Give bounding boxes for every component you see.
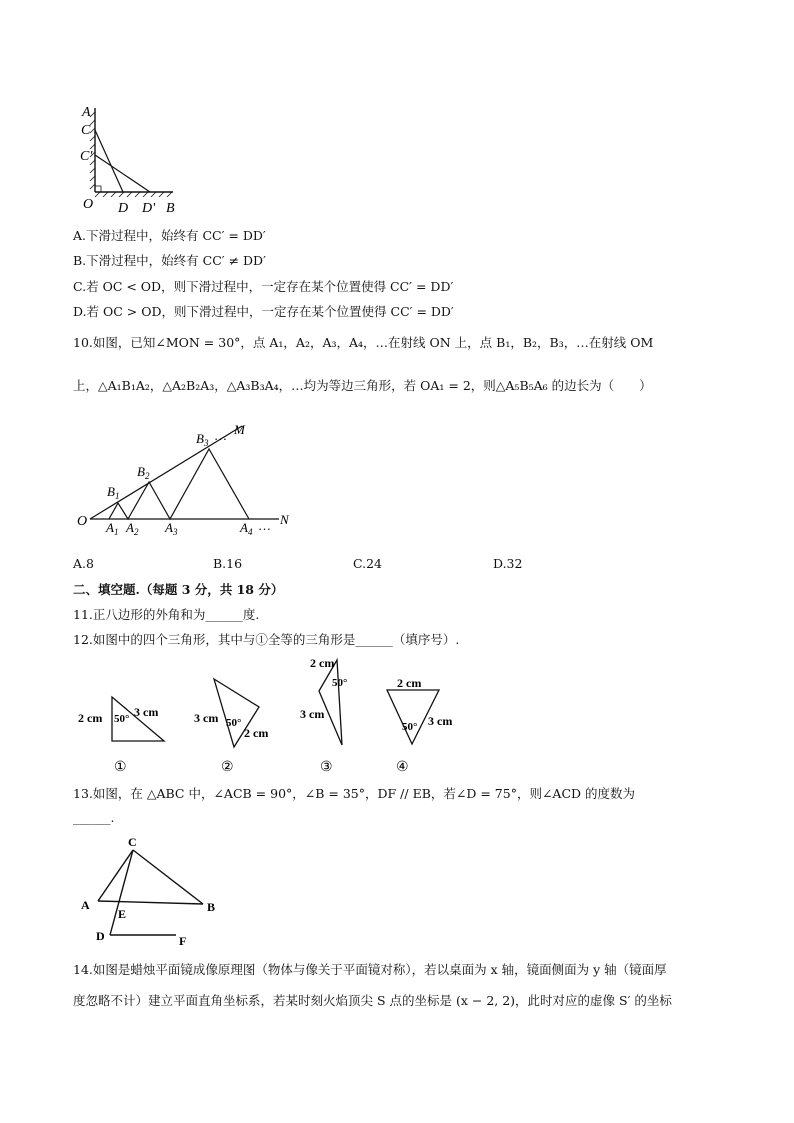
q10-text-line1: 10.如图，已知∠MON = 30°，点 A₁，A₂，A₃，A₄，…在射线 ON 上，点 B₁，B₂，B₃，…在射线 OM bbox=[73, 335, 654, 350]
fig13-label-D: D bbox=[96, 929, 105, 943]
tri1-side-b: 3 cm bbox=[134, 705, 159, 719]
fig13-label-B: B bbox=[207, 900, 216, 914]
fig9-label-A: A bbox=[82, 105, 91, 120]
fig13-label-C: C bbox=[128, 835, 137, 849]
fig13-label-E: E bbox=[118, 907, 127, 921]
fig10-label-O: O bbox=[77, 514, 88, 529]
q9-option-a: A.下滑过程中，始终有 CC′ = DD′ bbox=[73, 228, 266, 243]
fig13-label-A: A bbox=[81, 898, 90, 912]
fig10-label-M: M bbox=[234, 422, 245, 437]
q10-option-a: A.8 bbox=[73, 556, 94, 571]
q13-text-line2: ______. bbox=[73, 810, 115, 825]
tri3-side-a: 2 cm bbox=[310, 656, 335, 670]
q10-option-d: D.32 bbox=[493, 556, 523, 571]
ladder-figure bbox=[78, 100, 188, 218]
tri3-angle: 50° bbox=[332, 677, 348, 689]
tri2-side-a: 3 cm bbox=[194, 711, 219, 725]
q11-text: 11.正八边形的外角和为______度. bbox=[73, 607, 260, 622]
fig9-label-B: B bbox=[166, 201, 175, 216]
q10-text-line2: 上，△A₁B₁A₂，△A₂B₂A₃，△A₃B₃A₄，…均为等边三角形，若 OA₁ = 2，则△A₅B₅A₆ 的边长为（ ） bbox=[73, 378, 652, 393]
q13-text-line1: 13.如图，在 △ABC 中，∠ACB = 90°，∠B = 35°，DF // EB，若∠D = 75°，则∠ACD 的度数为 bbox=[73, 786, 636, 801]
tri3-side-b: 3 cm bbox=[300, 707, 325, 721]
tri2-angle: 50° bbox=[226, 717, 242, 729]
tri4-side-b: 3 cm bbox=[428, 714, 453, 728]
tri4-side-a: 2 cm bbox=[397, 676, 422, 690]
fig10-label-A1: $A_1$ bbox=[106, 520, 119, 537]
fig10-label-B2: $B_2$ bbox=[137, 464, 150, 481]
q9-option-c: C.若 OC < OD，则下滑过程中，一定存在某个位置使得 CC′ = DD′ bbox=[73, 279, 454, 294]
fig10-label-A2: $A_2$ bbox=[126, 520, 139, 537]
q14-text-line1: 14.如图是蜡烛平面镜成像原理图（物体与像关于平面镜对称），若以桌面为 x 轴，镜面侧面为 y 轴（镜面厚 bbox=[73, 962, 667, 977]
tri2-caption: ② bbox=[221, 760, 234, 775]
fig10-dots-N: … bbox=[258, 518, 271, 533]
fig9-label-D: D bbox=[118, 201, 129, 216]
q12-text: 12.如图中的四个三角形，其中与①全等的三角形是______（填序号）. bbox=[73, 632, 460, 647]
fig13-label-F: F bbox=[179, 934, 187, 948]
fig10-label-B3: $B_3$ bbox=[196, 431, 209, 448]
q14-text-line2: 度忽略不计）建立平面直角坐标系，若某时刻火焰顶尖 S 点的坐标是 (x − 2, 2)，此时对应的虚像 S′ 的坐标 bbox=[73, 993, 672, 1008]
triangle-abc-figure bbox=[76, 832, 236, 950]
tri3-caption: ③ bbox=[320, 760, 333, 775]
tri1-caption: ① bbox=[114, 760, 127, 775]
q9-option-d: D.若 OC > OD，则下滑过程中，一定存在某个位置使得 CC′ = DD′ bbox=[73, 304, 454, 319]
tri2-side-b: 2 cm bbox=[244, 726, 269, 740]
tri4-caption: ④ bbox=[396, 760, 409, 775]
tri1-angle: 50° bbox=[114, 713, 130, 725]
fig9-label-Cp: C' bbox=[80, 149, 93, 164]
tri4-angle: 50° bbox=[402, 721, 418, 733]
fig10-label-A4: $A_4$ bbox=[240, 520, 253, 537]
fig10-label-B1: $B_1$ bbox=[107, 484, 120, 501]
triangles-figure bbox=[74, 655, 464, 777]
q9-option-b: B.下滑过程中，始终有 CC′ ≠ DD′ bbox=[73, 253, 266, 268]
section-heading-fill-in: 二、填空题.（每题 3 分，共 18 分） bbox=[73, 582, 284, 597]
q10-option-c: C.24 bbox=[353, 556, 382, 571]
tri1-side-a: 2 cm bbox=[78, 711, 103, 725]
fig10-dots-M: … bbox=[214, 428, 227, 443]
q10-option-b: B.16 bbox=[213, 556, 243, 571]
fig10-label-A3: $A_3$ bbox=[165, 520, 178, 537]
fig9-label-O: O bbox=[83, 197, 94, 212]
fig10-label-N: N bbox=[280, 512, 289, 527]
fig9-label-C: C bbox=[81, 123, 91, 138]
fig9-label-Dp: D' bbox=[142, 201, 156, 216]
equilateral-chain-figure bbox=[74, 418, 304, 540]
